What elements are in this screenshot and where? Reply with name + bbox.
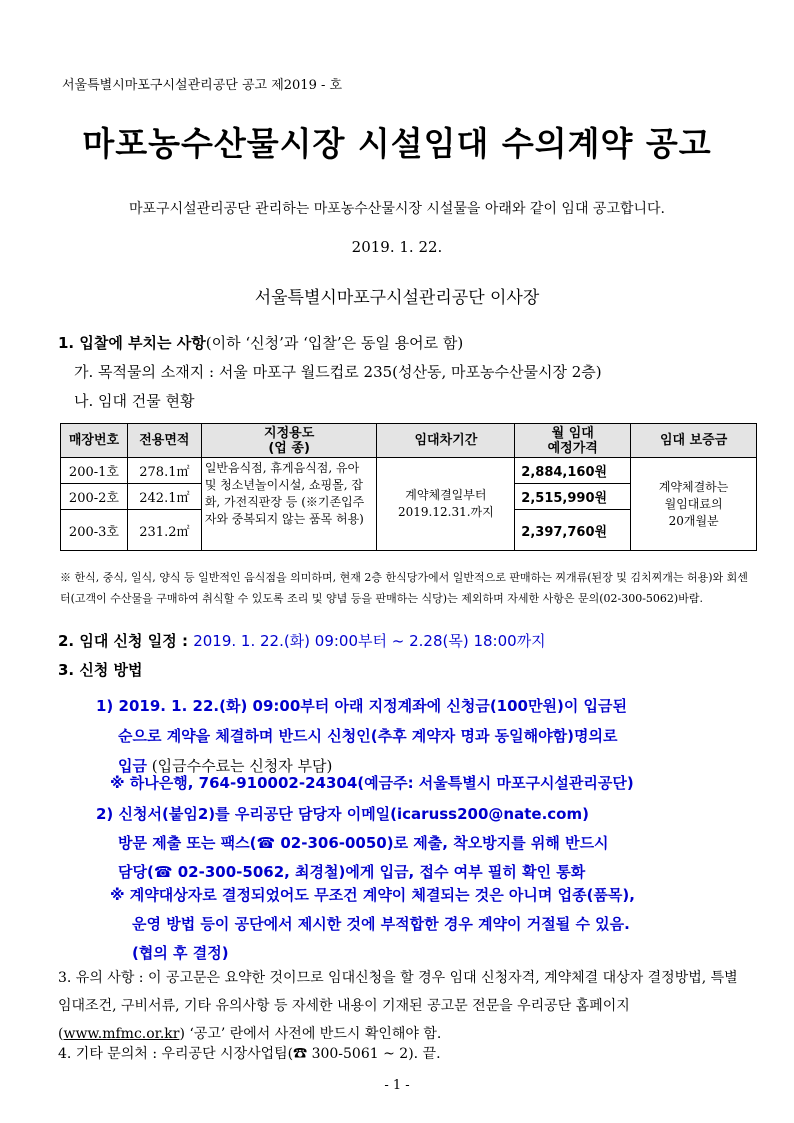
building-status-item: 나. 임대 건물 현황 [74,392,195,410]
section1-heading-bold: 1. 입찰에 부치는 사항 [58,334,206,352]
header-deposit: 임대 보증금 [631,424,757,458]
bank-account: ※ 하나은행, 764-910002-24304(예금주: 서울특별시 마포구시설관리공단) [110,774,634,792]
contact-section: 4. 기타 문의처 : 우리공단 시장사업팀(☎ 300-5061 ~ 2). 끝. [58,1046,441,1062]
store-no-cell: 200-2호 [61,484,128,510]
caution-section: 3. 유의 사항 : 이 공고문은 요약한 것이므로 임대신청을 할 경우 임대 신청자격, 계약체결 대상자 결정방법, 특별임대조건, 구비서류, 기타 유의사항 등 자세한 내용이 기재된 공고문 전문을 우리공단 홈페이지(www.mfmc.or.kr) ‘공고’ 란에서 사전에 반드시 확인해야 함. [58,970,738,1042]
contract-notice-line2: 운영 방법 등이 공단에서 제시한 것에 부적합한 경우 계약이 거절될 수 있음. [132,915,630,933]
store-no-cell: 200-1호 [61,458,128,484]
method-item-1 [96,691,746,781]
section1-heading-rest: (이하 ‘신청’과 ‘입찰’은 동일 용어로 함) [205,334,464,352]
contract-notice-line1: ※ 계약대상자로 결정되었어도 무조건 계약이 체결되는 것은 아니며 업종(품목), [110,886,635,904]
homepage-link[interactable]: www.mfmc.or.kr [63,1026,180,1042]
area-cell: 242.1㎡ [127,484,201,510]
deposit-cell: 계약체결하는 월임대료의 20개월분 [631,458,757,551]
contract-notice-line3: (협의 후 결정) [132,944,229,962]
store-no-cell: 200-3호 [61,510,128,551]
document-number: 서울특별시마포구시설관리공단 공고 제2019 - 호 [62,78,343,93]
header-area: 전용면적 [127,424,201,458]
price-cell: 2,397,760원 [515,510,631,551]
period-cell: 계약체결일부터 2019.12.31.까지 [377,458,515,551]
header-use: 지정용도 (업 종) [201,424,377,458]
contract-notice [110,881,760,968]
header-price: 월 임대 예정가격 [515,424,631,458]
rental-table [60,423,757,551]
header-period: 임대차기간 [377,424,515,458]
method-2-line2: 방문 제출 또는 팩스(☎ 02-306-0050)로 제출, 착오방지를 위해 반드시 [118,834,609,852]
section2-schedule: 2. 임대 신청 일정 : 2019. 1. 22.(화) 09:00부터 ~ 2.28(목) 18:00까지 [58,632,546,650]
method-1-line2: 순으로 계약을 체결하며 반드시 신청인(추후 계약자 명과 동일해야함)명의로 [118,727,618,745]
method-item-2 [96,800,746,887]
method-2-line1: 2) 신청서(붙임2)를 우리공단 담당자 이메일(icaruss200@nate.com) [96,805,589,823]
method-1-line3: 입금 (입금수수료는 신청자 부담) [118,757,333,775]
header-store-no: 매장번호 [61,424,128,458]
section1-heading [58,332,463,353]
page-number: - 1 - [384,1078,410,1093]
table-footnote: ※ 한식, 중식, 일식, 양식 등 일반적인 음식점을 의미하며, 현재 2층 한식당가에서 일반적으로 판매하는 찌개류(된장 및 김치찌개는 허용)와 회센터(고객이 수산물을 구매하여 취식할 수 있도록 조리 및 양념 등을 판매하는 식당)는 제외하며 자세한 사항은 문의(02-300-5062)바람. [60,571,748,605]
intro-text: 마포구시설관리공단 관리하는 마포농수산물시장 시설물을 아래와 같이 임대 공고합니다. [129,201,665,217]
location-item: 가. 목적물의 소재지 : 서울 마포구 월드컵로 235(성산동, 마포농수산물시장 2층) [74,363,602,381]
area-cell: 278.1㎡ [127,458,201,484]
table-row [61,458,757,484]
schedule-value: 2019. 1. 22.(화) 09:00부터 ~ 2.28(목) 18:00까지 [193,632,546,650]
announcement-date: 2019. 1. 22. [351,238,443,256]
table-header-row [61,424,757,458]
section3-heading: 3. 신청 방법 [58,661,143,679]
page-title: 마포농수산물시장 시설임대 수의계약 공고 [82,124,712,163]
area-cell: 231.2㎡ [127,510,201,551]
price-cell: 2,884,160원 [515,458,631,484]
price-cell: 2,515,990원 [515,484,631,510]
issuer-name: 서울특별시마포구시설관리공단 이사장 [254,288,540,308]
use-cell: 일반음식점, 휴게음식점, 유아 및 청소년놀이시설, 쇼핑몰, 잡화, 가전직판장 등 (※기존입주자와 중복되지 않는 품목 허용) [201,458,377,551]
method-2-line3: 담당(☎ 02-300-5062, 최경철)에게 입금, 접수 여부 필히 확인 통화 [118,863,586,881]
method-1-line1: 1) 2019. 1. 22.(화) 09:00부터 아래 지정계좌에 신청금(100만원)이 입금된 [96,697,628,715]
